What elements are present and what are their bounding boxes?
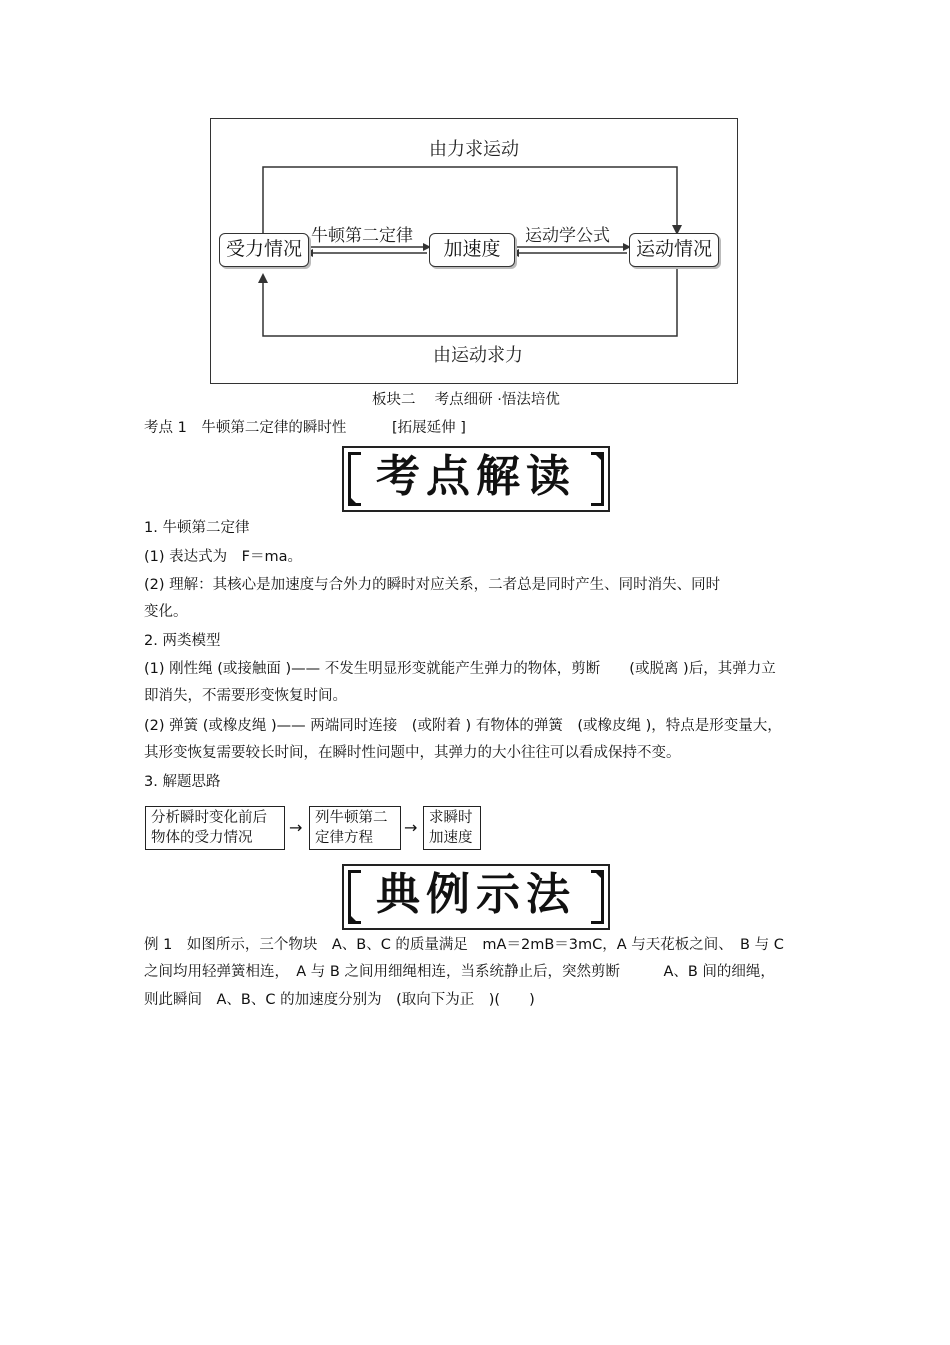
- flow-step-1: [145, 806, 285, 850]
- example-line-1: 例 1 如图所示，三个物块 A、B、C 的质量满足 mA＝2mB＝3mC，A 与天花板之间、 B 与 C: [144, 937, 784, 953]
- topic-label: 考点 1 牛顿第二定律的瞬时性: [144, 420, 347, 436]
- flow-step-2-line2: 定律方程: [315, 830, 373, 846]
- para-2b: 变化。: [144, 604, 188, 620]
- para-1: (1) 表达式为 F＝ma。: [144, 549, 302, 565]
- section-title: 板块二 考点细研 ·悟法培优: [372, 392, 560, 408]
- para-4b: 其形变恢复需要较长时间，在瞬时性问题中，其弹力的大小往往可以看成保持不变。: [144, 745, 681, 761]
- para-4a: (2) 弹簧 (或橡皮绳 )—— 两端同时连接 (或附着 ) 有物体的弹簧 (或橡皮绳 )，特点是形变量大，: [144, 718, 782, 734]
- force-motion-diagram: [210, 118, 738, 384]
- flow-step-3-line1: 求瞬时: [429, 810, 473, 826]
- para-3b: 即消失，不需要形变恢复时间。: [144, 688, 347, 704]
- heading-3: 3. 解题思路: [144, 774, 221, 790]
- para-2a: (2) 理解：其核心是加速度与合外力的瞬时对应关系，二者总是同时产生、同时消失、同时: [144, 577, 721, 593]
- diagram-bottom-label: 由运动求力: [433, 345, 523, 366]
- banner-examples-text: 典例示法: [376, 869, 576, 920]
- flow-arrow-1: →: [289, 818, 303, 837]
- flow-step-3: [423, 806, 481, 850]
- heading-2: 2. 两类模型: [144, 633, 221, 649]
- diagram-box-force: 受力情况: [219, 233, 309, 267]
- diagram-box-acceleration: 加速度: [429, 233, 515, 267]
- banner-key-points: [342, 446, 610, 512]
- flow-step-2-line1: 列牛顿第二: [315, 810, 388, 826]
- diagram-top-label: 由力求运动: [429, 139, 519, 160]
- flow-step-1-line2: 物体的受力情况: [151, 830, 253, 846]
- example-line-3: 则此瞬间 A、B、C 的加速度分别为 (取向下为正 )( ): [144, 992, 535, 1008]
- heading-1: 1. 牛顿第二定律: [144, 520, 250, 536]
- diagram-box-motion: 运动情况: [629, 233, 719, 267]
- diagram-arrow-right-label: 运动学公式: [525, 226, 610, 246]
- example-line-2: 之间均用轻弹簧相连， A 与 B 之间用细绳相连，当系统静止后，突然剪断 A、B 间的细绳，: [144, 964, 775, 980]
- banner-examples: [342, 864, 610, 930]
- flow-step-3-line2: 加速度: [429, 830, 473, 846]
- flow-step-1-line1: 分析瞬时变化前后: [151, 810, 267, 826]
- topic-tag: [拓展延伸 ]: [392, 420, 466, 436]
- banner-key-points-text: 考点解读: [376, 451, 576, 502]
- flow-step-2: [309, 806, 401, 850]
- diagram-arrow-left-label: 牛顿第二定律: [311, 226, 413, 246]
- para-3a: (1) 刚性绳 (或接触面 )—— 不发生明显形变就能产生弹力的物体，剪断 (或脱离 )后，其弹力立: [144, 661, 776, 677]
- flow-arrow-2: →: [404, 818, 418, 837]
